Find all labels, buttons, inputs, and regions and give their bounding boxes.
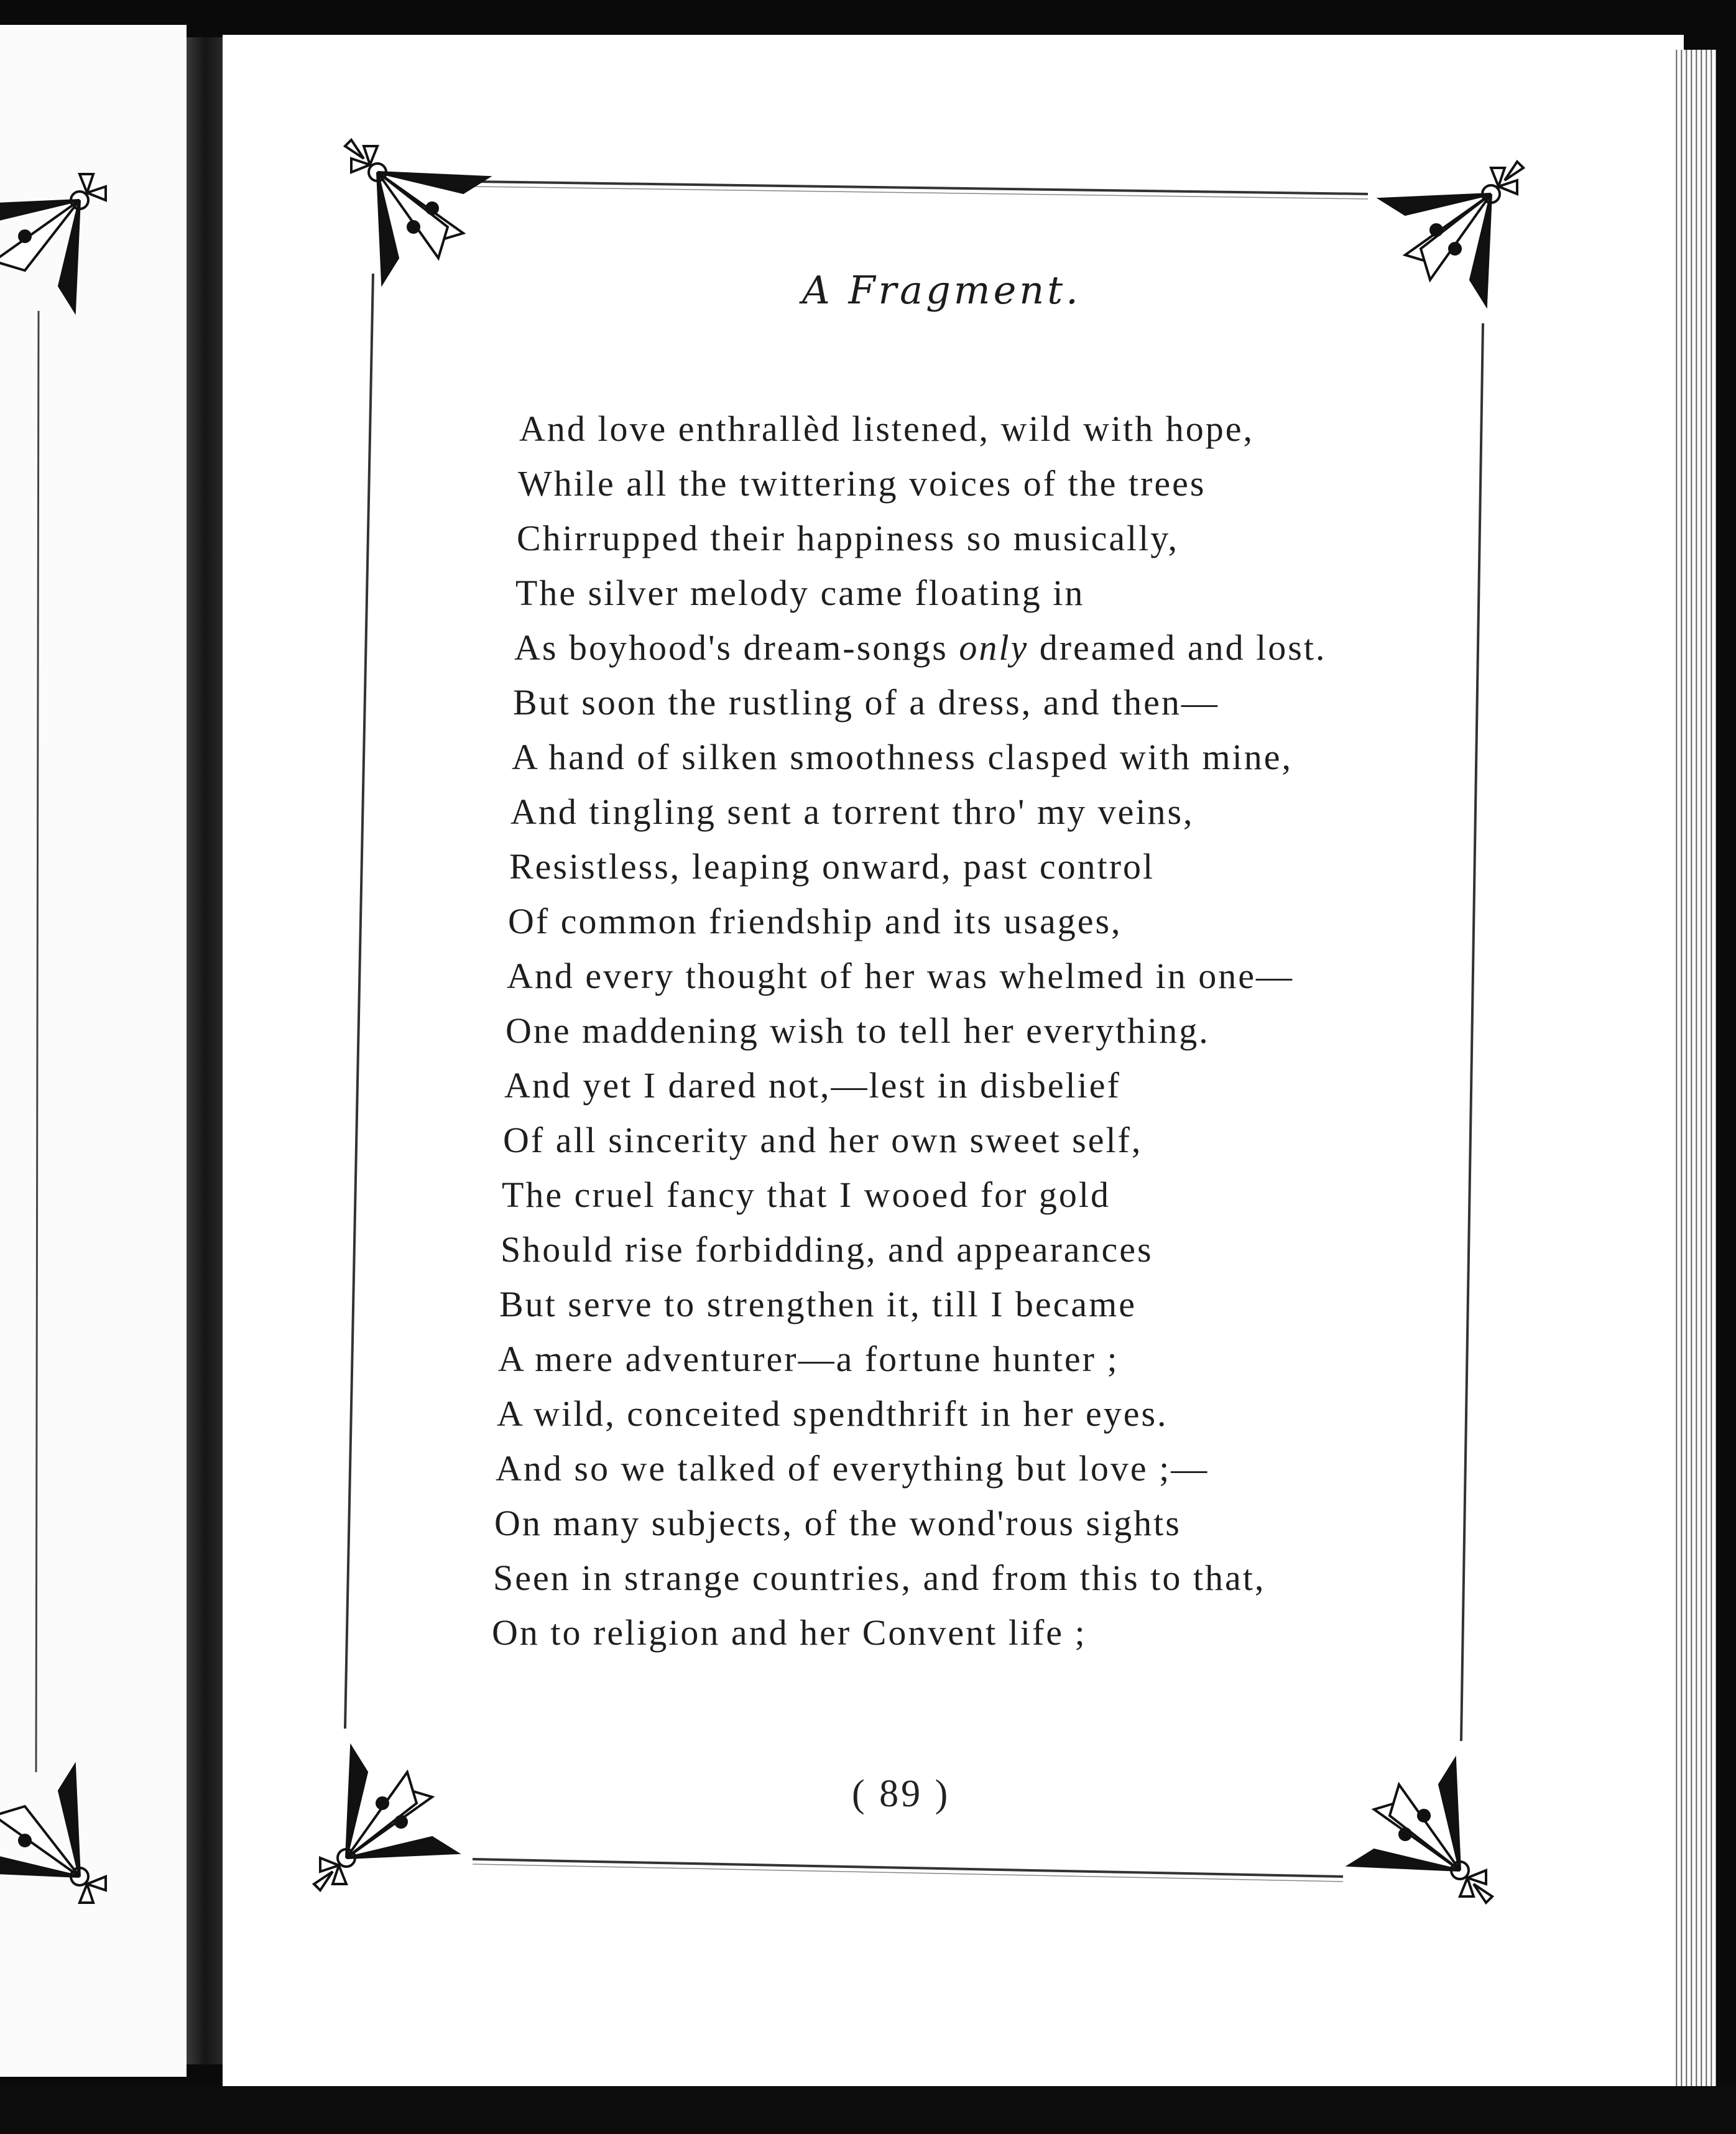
poem-line: Of all sincerity and her own sweet self, (503, 1120, 1143, 1160)
page-number: ( 89 ) (852, 1773, 951, 1815)
poem-line: A wild, conceited spendthrift in her eyes. (497, 1393, 1168, 1434)
poem-line: As boyhood's dream-songs only dreamed and lost. (514, 627, 1327, 668)
poem-line: On to religion and her Convent life ; (492, 1612, 1087, 1653)
emphasized-word: only (959, 627, 1029, 668)
poem-line: On many subjects, of the wond'rous sights (494, 1503, 1181, 1543)
poem-line: Chirrupped their happiness so musically, (517, 518, 1180, 558)
poem-line: Seen in strange countries, and from this to that, (493, 1558, 1266, 1598)
poem-line: A mere adventurer—a fortune hunter ; (498, 1339, 1119, 1379)
poem-line: But soon the rustling of a dress, and then— (513, 682, 1219, 723)
poem-line: Of common friendship and its usages, (508, 901, 1122, 941)
poem-line: And so we talked of everything but love ;— (496, 1448, 1209, 1489)
poem-line: A hand of silken smoothness clasped with mine, (512, 737, 1293, 777)
poem-line: The cruel fancy that I wooed for gold (502, 1175, 1111, 1215)
poem-line: Should rise forbidding, and appearances (501, 1229, 1153, 1270)
poem-line: And love enthrallèd listened, wild with hope, (519, 409, 1255, 449)
poem-line: Resistless, leaping onward, past control (509, 846, 1155, 887)
poem-line: But serve to strengthen it, till I became (499, 1284, 1137, 1324)
poem-line: While all the twittering voices of the trees (518, 463, 1206, 504)
poem-line: The silver melody came floating in (515, 573, 1085, 613)
poem-line: And yet I dared not,—lest in disbelief (504, 1065, 1121, 1106)
poem-line: And every thought of her was whelmed in one— (507, 956, 1294, 996)
poem-line: One maddening wish to tell her everything. (506, 1010, 1210, 1051)
poem-line: And tingling sent a torrent thro' my veins, (510, 792, 1194, 832)
poem-title: A Fragment. (802, 267, 1081, 313)
